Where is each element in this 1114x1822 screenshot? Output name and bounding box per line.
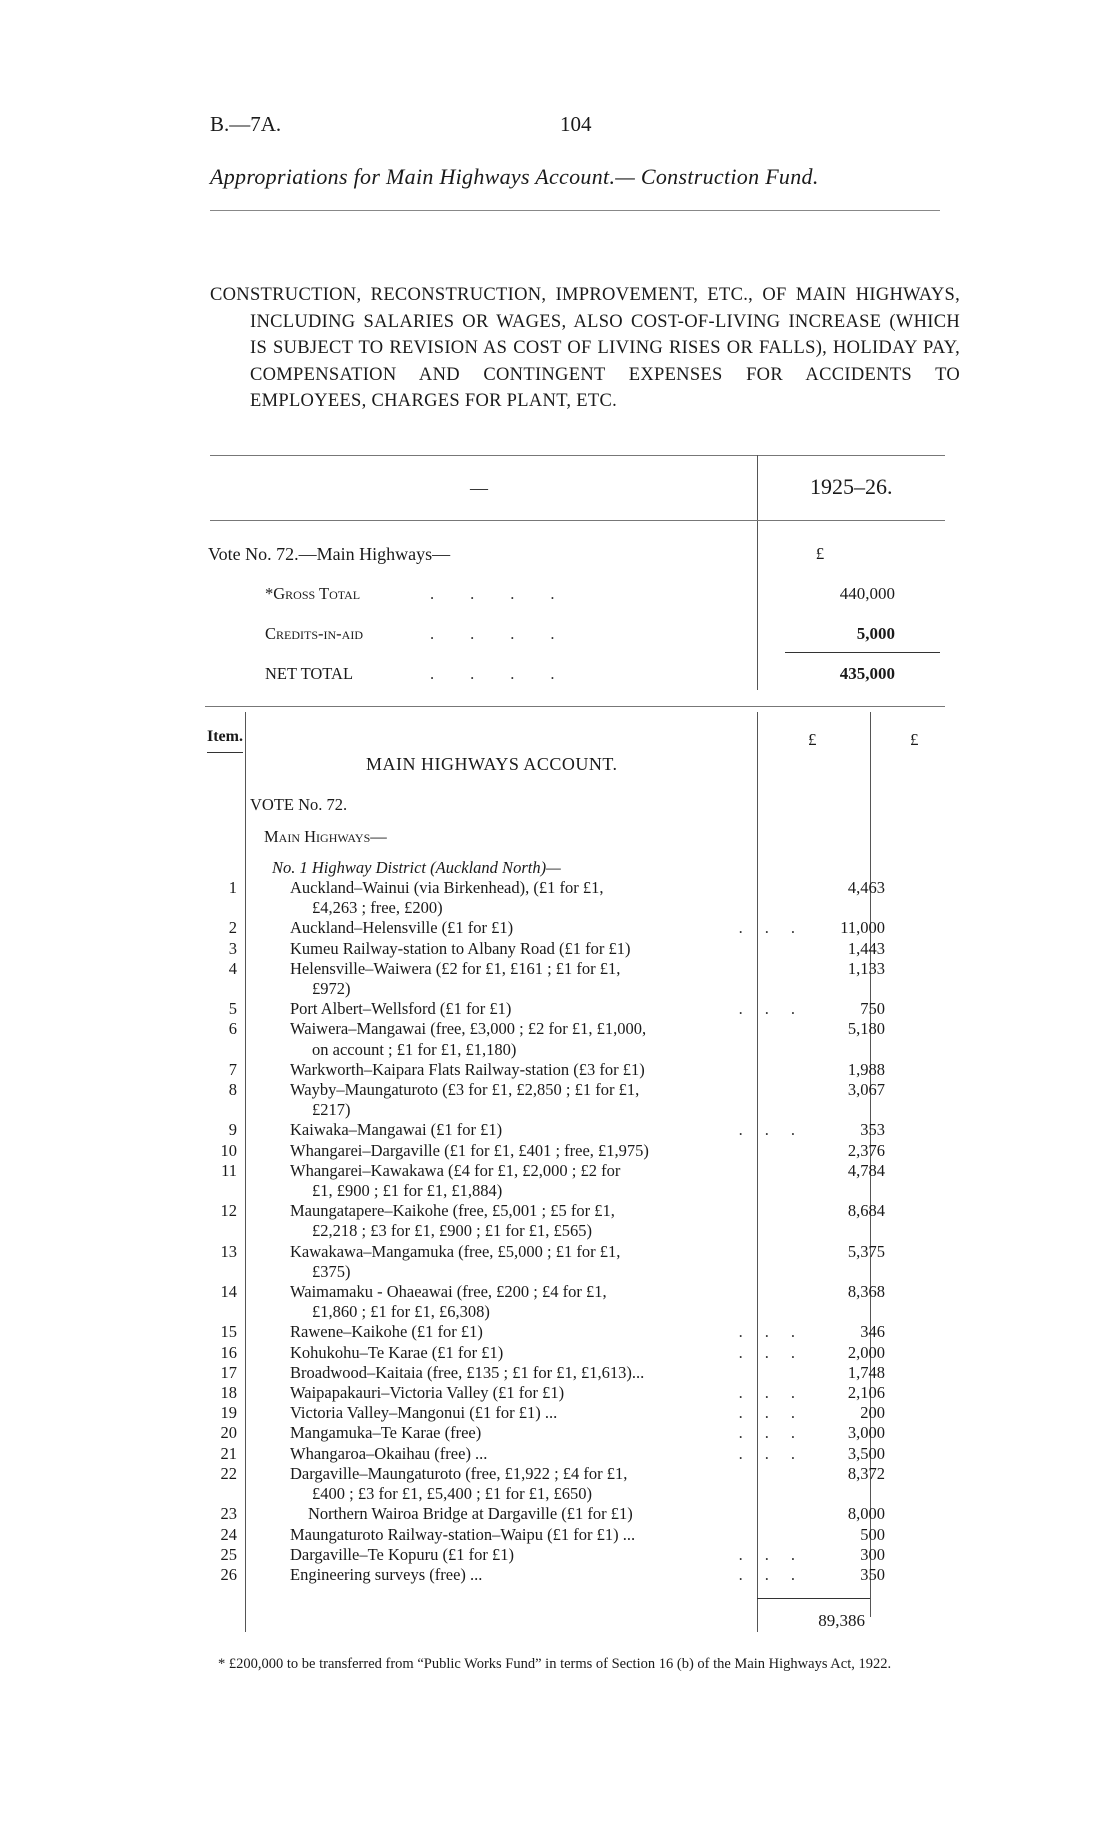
table-row bbox=[205, 1201, 885, 1241]
item-description bbox=[290, 1525, 795, 1545]
district-heading: No. 1 Highway District (Auckland North)— bbox=[272, 858, 561, 877]
item-description bbox=[290, 1060, 795, 1080]
item-description-continuation: £1, £900 ; £1 for £1, £1,884) bbox=[312, 1181, 503, 1201]
item-description-line: Dargaville–Maungaturoto (free, £1,922 ; £4 for £1, bbox=[290, 1463, 628, 1483]
item-description bbox=[290, 1141, 795, 1161]
item-number: 1 bbox=[228, 878, 237, 897]
item-amount: 500 bbox=[860, 1524, 885, 1544]
footnote: * £200,000 to be transferred from “Public Works Fund” in terms of Section 16 (b) of the Main Highways Act, 1922. bbox=[218, 1656, 892, 1672]
item-amount: 3,067 bbox=[847, 1080, 885, 1100]
item-number: 9 bbox=[228, 1120, 237, 1140]
item-description bbox=[290, 918, 817, 938]
item-amount: 2,000 bbox=[847, 1342, 885, 1362]
net-total-rule bbox=[785, 652, 940, 653]
table-row bbox=[205, 1343, 885, 1363]
table-row bbox=[205, 1161, 885, 1201]
vote-number: VOTE No. 72. bbox=[250, 795, 348, 814]
item-amount: 3,500 bbox=[847, 1443, 885, 1463]
item-description bbox=[290, 999, 817, 1019]
item-description bbox=[290, 1322, 817, 1342]
item-number: 26 bbox=[220, 1564, 237, 1584]
table-row bbox=[205, 1403, 885, 1423]
page-number: 104 bbox=[560, 112, 592, 136]
item-number: 24 bbox=[220, 1524, 237, 1544]
table-row bbox=[205, 1060, 885, 1080]
item-number: 22 bbox=[220, 1463, 237, 1483]
summary-top-rule bbox=[210, 455, 945, 456]
item-number: 17 bbox=[220, 1362, 237, 1382]
leader-dots: ... bbox=[738, 1423, 817, 1443]
table-row bbox=[205, 1120, 885, 1140]
summary-col-divider bbox=[757, 455, 758, 690]
item-description bbox=[290, 1423, 817, 1443]
summary-col-dash: — bbox=[470, 478, 488, 498]
account-top-rule bbox=[205, 706, 945, 707]
item-amount: 346 bbox=[860, 1322, 885, 1342]
item-description-line: Waiwera–Mangawai (free, £3,000 ; £2 for £1, £1,000, bbox=[290, 1019, 647, 1039]
subtitle-rule bbox=[210, 210, 940, 211]
page-subtitle: Appropriations for Main Highways Account.— Construction Fund. bbox=[210, 164, 819, 189]
table-row bbox=[205, 918, 885, 938]
item-amount: 350 bbox=[860, 1564, 885, 1584]
item-number: 18 bbox=[220, 1383, 237, 1403]
item-amount: 1,443 bbox=[847, 938, 885, 958]
item-description-line: Wayby–Maungaturoto (£3 for £1, £2,850 ; £1 for £1, bbox=[290, 1080, 640, 1100]
item-amount: 1,748 bbox=[847, 1362, 885, 1382]
leader-dots: ... bbox=[738, 1443, 817, 1463]
item-description bbox=[290, 1564, 817, 1585]
item-description-line: Whangarei–Kawakawa (£4 for £1, £2,000 ; £2 for bbox=[290, 1160, 621, 1180]
item-amount: 8,684 bbox=[847, 1201, 885, 1221]
leader-dots: ... bbox=[738, 1120, 817, 1140]
item-amount: 1,988 bbox=[847, 1059, 885, 1079]
item-number: 20 bbox=[220, 1423, 237, 1443]
leader-dots: ... bbox=[738, 1564, 817, 1584]
leader-dots: ... bbox=[738, 999, 817, 1019]
item-description bbox=[290, 878, 795, 918]
item-amount: 11,000 bbox=[840, 918, 885, 938]
item-description-line: Whangaroa–Okaihau (free) ... bbox=[290, 1443, 488, 1463]
credits-label: Credits-in-aid bbox=[265, 624, 363, 643]
item-amount: 8,000 bbox=[847, 1504, 885, 1524]
table-row bbox=[205, 1423, 885, 1443]
item-amount: 200 bbox=[860, 1403, 885, 1423]
item-description-line: Maungatapere–Kaikohe (free, £5,001 ; £5 for £1, bbox=[290, 1201, 615, 1221]
item-description-continuation: £400 ; £3 for £1, £5,400 ; £1 for £1, £650) bbox=[312, 1484, 593, 1504]
item-description bbox=[290, 1120, 817, 1140]
table-row bbox=[205, 1141, 885, 1161]
vote-line: Vote No. 72.—Main Highways— bbox=[208, 544, 451, 564]
leader-dots: ... bbox=[738, 918, 817, 938]
item-description-line: Victoria Valley–Mangonui (£1 for £1) ... bbox=[290, 1403, 558, 1423]
summary-year-header: 1925–26. bbox=[810, 474, 893, 499]
item-description bbox=[290, 1504, 813, 1524]
credits-dots: .... bbox=[430, 624, 591, 643]
item-description-continuation: £1,860 ; £1 for £1, £6,308) bbox=[312, 1302, 490, 1322]
item-description-line: Rawene–Kaikohe (£1 for £1) bbox=[290, 1322, 483, 1342]
table-row bbox=[205, 1019, 885, 1059]
table-row bbox=[205, 999, 885, 1019]
item-description-line: Warkworth–Kaipara Flats Railway-station (£3 for £1) bbox=[290, 1059, 645, 1079]
item-description bbox=[290, 1080, 795, 1120]
gross-total-dots: .... bbox=[430, 584, 591, 603]
item-description-continuation: £375) bbox=[312, 1261, 351, 1281]
table-row bbox=[205, 1383, 885, 1403]
net-total-label: NET TOTAL bbox=[265, 664, 354, 683]
heading-text: CONSTRUCTION, RECONSTRUCTION, IMPROVEMENT, ETC., OF MAIN HIGHWAYS, INCLUDING SALARIES OR WAGES, ALSO COST-OF-LIVING INCREASE (WHICH IS SUBJECT TO REVISION AS COST OF LIVING RISES OR FALLS), HOLIDAY PAY, COMPENSATION AND CONTINGENT EXPENSES FOR ACCIDENTS TO EMPLOYEES, CHARGES FOR PLANT, ETC. bbox=[210, 285, 960, 411]
item-description-line: Kawakawa–Mangamuka (free, £5,000 ; £1 for £1, bbox=[290, 1241, 621, 1261]
item-number: 15 bbox=[220, 1322, 237, 1342]
currency-col2-header: £ bbox=[910, 730, 919, 749]
item-number: 5 bbox=[228, 999, 237, 1019]
table-row bbox=[205, 939, 885, 959]
item-description-line: Kohukohu–Te Karae (£1 for £1) bbox=[290, 1342, 504, 1362]
item-description-continuation: on account ; £1 for £1, £1,180) bbox=[312, 1039, 517, 1059]
item-description-line: Waimamaku - Ohaeawai (free, £200 ; £4 for £1, bbox=[290, 1282, 607, 1302]
table-row bbox=[205, 1282, 885, 1322]
gross-total-value: 440,000 bbox=[839, 584, 895, 603]
item-amount: 1,133 bbox=[847, 958, 885, 978]
account-title: MAIN HIGHWAYS ACCOUNT. bbox=[366, 754, 618, 774]
table-row bbox=[205, 1363, 885, 1383]
item-number: 4 bbox=[228, 958, 237, 978]
item-description-line: Engineering surveys (free) ... bbox=[290, 1564, 483, 1584]
item-amount: 8,368 bbox=[847, 1282, 885, 1302]
item-number: 6 bbox=[228, 1019, 237, 1039]
item-amount: 2,376 bbox=[847, 1140, 885, 1160]
item-amount: 8,372 bbox=[847, 1463, 885, 1483]
table-row bbox=[205, 1322, 885, 1342]
main-highways-label: Main Highways— bbox=[264, 827, 387, 846]
item-number: 8 bbox=[228, 1080, 237, 1100]
table-row bbox=[205, 1545, 885, 1565]
item-number: 3 bbox=[228, 938, 237, 958]
table-row bbox=[205, 1080, 885, 1120]
leader-dots: ... bbox=[738, 1403, 817, 1423]
item-description-line: Broadwood–Kaitaia (free, £135 ; £1 for £1, £1,613)... bbox=[290, 1362, 645, 1382]
table-row bbox=[205, 878, 885, 918]
item-description-line: Auckland–Wainui (via Birkenhead), (£1 for £1, bbox=[290, 878, 604, 897]
item-description-continuation: £4,263 ; free, £200) bbox=[312, 898, 443, 918]
item-description-continuation: £2,218 ; £3 for £1, £900 ; £1 for £1, £565) bbox=[312, 1221, 593, 1241]
currency-col1-header: £ bbox=[808, 730, 817, 749]
item-description bbox=[290, 1242, 795, 1282]
table-row bbox=[205, 1242, 885, 1282]
item-description bbox=[290, 959, 795, 999]
item-description-continuation: £972) bbox=[312, 979, 351, 999]
item-description-line: Port Albert–Wellsford (£1 for £1) bbox=[290, 999, 512, 1019]
table-row bbox=[205, 959, 885, 999]
gross-total-label: *Gross Total bbox=[265, 584, 361, 603]
item-description-line: Dargaville–Te Kopuru (£1 for £1) bbox=[290, 1544, 514, 1564]
item-number: 13 bbox=[220, 1241, 237, 1261]
total-rule bbox=[757, 1598, 870, 1599]
item-amount: 5,180 bbox=[847, 1019, 885, 1039]
item-description bbox=[290, 1342, 817, 1363]
item-number: 16 bbox=[220, 1342, 237, 1362]
net-total-dots: .... bbox=[430, 664, 591, 683]
item-number: 10 bbox=[220, 1140, 237, 1160]
item-description bbox=[290, 1403, 817, 1423]
item-description-line: Maungaturoto Railway-station–Waipu (£1 for £1) ... bbox=[290, 1524, 636, 1544]
item-description bbox=[290, 1544, 817, 1565]
item-description bbox=[290, 1161, 795, 1201]
item-amount: 2,106 bbox=[847, 1383, 885, 1403]
net-total-value: 435,000 bbox=[839, 664, 895, 683]
item-amount: 3,000 bbox=[847, 1423, 885, 1443]
document-code: B.—7A. bbox=[210, 112, 282, 136]
item-number: 21 bbox=[220, 1443, 237, 1463]
item-description bbox=[290, 1282, 795, 1322]
item-number: 14 bbox=[220, 1282, 237, 1302]
item-description bbox=[290, 939, 795, 959]
item-description bbox=[290, 1019, 795, 1059]
item-column-header: Item. bbox=[207, 728, 243, 745]
item-description-line: Whangarei–Dargaville (£1 for £1, £401 ; free, £1,975) bbox=[290, 1140, 649, 1160]
item-description bbox=[290, 1383, 817, 1403]
item-amount: 353 bbox=[860, 1120, 885, 1140]
summary-header-rule bbox=[210, 520, 945, 521]
item-description-line: Waipapakauri–Victoria Valley (£1 for £1) bbox=[290, 1383, 565, 1403]
item-description-line: Northern Wairoa Bridge at Dargaville (£1 for £1) bbox=[308, 1504, 633, 1524]
item-amount: 4,784 bbox=[847, 1160, 885, 1180]
item-description-line: Kumeu Railway-station to Albany Road (£1 for £1) bbox=[290, 938, 631, 958]
item-description bbox=[290, 1464, 795, 1504]
table-row bbox=[205, 1444, 885, 1464]
appropriation-heading bbox=[210, 282, 960, 415]
item-number: 11 bbox=[221, 1160, 237, 1180]
items-list bbox=[205, 878, 885, 1585]
account-total: 89,386 bbox=[818, 1611, 865, 1630]
item-number: 7 bbox=[228, 1059, 237, 1079]
item-amount: 5,375 bbox=[847, 1241, 885, 1261]
leader-dots: ... bbox=[738, 1544, 817, 1564]
item-description-line: Mangamuka–Te Karae (free) bbox=[290, 1423, 482, 1443]
item-description bbox=[290, 1201, 795, 1241]
item-amount: 750 bbox=[860, 999, 885, 1019]
item-description-line: Auckland–Helensville (£1 for £1) bbox=[290, 918, 514, 938]
item-number: 12 bbox=[220, 1201, 237, 1221]
summary-currency: £ bbox=[815, 544, 825, 563]
item-number: 23 bbox=[220, 1504, 237, 1524]
item-number: 2 bbox=[228, 918, 237, 938]
leader-dots: ... bbox=[738, 1383, 817, 1403]
item-description-line: Helensville–Waiwera (£2 for £1, £161 ; £1 for £1, bbox=[290, 958, 621, 978]
table-row bbox=[205, 1504, 885, 1524]
table-row bbox=[205, 1525, 885, 1545]
credits-value: 5,000 bbox=[856, 624, 895, 643]
item-number: 25 bbox=[220, 1544, 237, 1564]
item-description bbox=[290, 1363, 795, 1383]
item-description bbox=[290, 1443, 817, 1464]
table-row bbox=[205, 1464, 885, 1504]
table-row bbox=[205, 1565, 885, 1585]
leader-dots: ... bbox=[738, 1342, 817, 1362]
item-amount: 300 bbox=[860, 1544, 885, 1564]
item-description-continuation: £217) bbox=[312, 1100, 351, 1120]
item-description-line: Kaiwaka–Mangawai (£1 for £1) bbox=[290, 1120, 503, 1140]
leader-dots: ... bbox=[738, 1322, 817, 1342]
item-header-underline bbox=[207, 752, 243, 753]
item-amount: 4,463 bbox=[847, 878, 885, 897]
item-number: 19 bbox=[220, 1403, 237, 1423]
